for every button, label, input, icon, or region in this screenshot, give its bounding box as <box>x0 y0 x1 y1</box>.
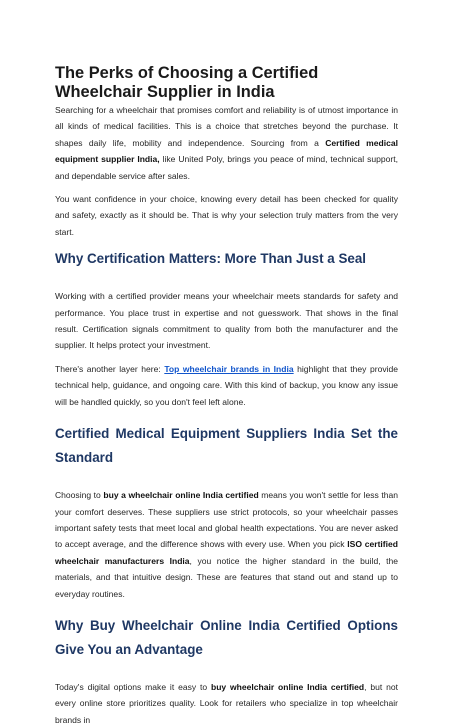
spacer <box>55 602 398 614</box>
section-2-bold-1: buy a wheelchair online India certified <box>103 490 259 501</box>
section-1-heading: Why Certification Matters: More Than Just a Seal <box>55 251 367 267</box>
section-3-text-2: , but not every online store prioritizes quality. Look for retailers who specialize in top wheelchair brands in <box>55 681 398 725</box>
intro-bold-1: Certified medical equipment supplier India, <box>55 137 399 165</box>
spacer <box>55 240 398 247</box>
page-title: The Perks of Choosing a Certified Wheelchair Supplier in India <box>55 64 319 101</box>
intro-text-2: like United Poly, brings you peace of mind, technical support, and dependable service after sales. <box>55 154 398 181</box>
section-1-text-1: There's another layer here: <box>55 363 165 374</box>
section-2-text-3: , you notice the higher standard in the build, the materials, and that intuitive design. These are features that stand out and stand up to everyday routines. <box>55 555 398 599</box>
section-3-text-1: Today's digital options make it easy to <box>55 681 211 692</box>
section-3-paragraph-1 <box>55 679 398 728</box>
intro-text-1: Searching for a wheelchair that promises comfort and reliability is of utmost importance in all kinds of medical facilities. This is a choice that stretches beyond the purchase. It shapes daily life, mobility and independence. Sourcing from a <box>55 105 398 148</box>
spacer <box>55 354 398 361</box>
section-1-paragraph-1: Working with a certified provider means your wheelchair meets standards for safety and performance. You place trust in expertise and not guesswork. That shows in the final result. Certification signals commitment to quality from both the manufacturer and the supplier. It helps protect your investment. <box>55 291 398 351</box>
section-2-text-2: means you won't settle for less than your comfort deserves. These suppliers use strict protocols, so your wheelchair passes important safety tests that meet local and global health expectations. You are never asked to accept average, and the difference shows with every use. When you pick <box>55 490 398 550</box>
section-2-bold-2: ISO certified wheelchair manufacturers India <box>55 539 398 566</box>
section-3-heading: Why Buy Wheelchair Online India Certified Options Give You an Advantage <box>55 617 398 657</box>
section-1-paragraph-2 <box>55 361 398 410</box>
spacer <box>55 271 398 288</box>
spacer <box>55 410 398 422</box>
top-wheelchair-brands-link[interactable]: Top wheelchair brands in India <box>164 363 294 374</box>
spacer <box>55 662 398 679</box>
section-1-text-2: highlight that they provide technical help, guidance, and ongoing care. With this kind of backup, you know any issue will be handled quickly, so you don't feel left alone. <box>55 363 398 407</box>
intro-paragraph-1 <box>55 102 398 184</box>
section-2-heading: Certified Medical Equipment Suppliers India Set the Standard <box>55 426 398 466</box>
section-2-text-1: Choosing to <box>55 490 104 501</box>
spacer <box>55 470 398 487</box>
spacer <box>55 184 398 191</box>
intro-paragraph-2: You want confidence in your choice, knowing every detail has been checked for quality and safety, exactly as it should be. That is why your selection truly matters from the very start. <box>55 194 398 237</box>
section-3-bold-1: buy wheelchair online India certified <box>210 681 365 692</box>
section-2-paragraph-1 <box>55 487 398 602</box>
